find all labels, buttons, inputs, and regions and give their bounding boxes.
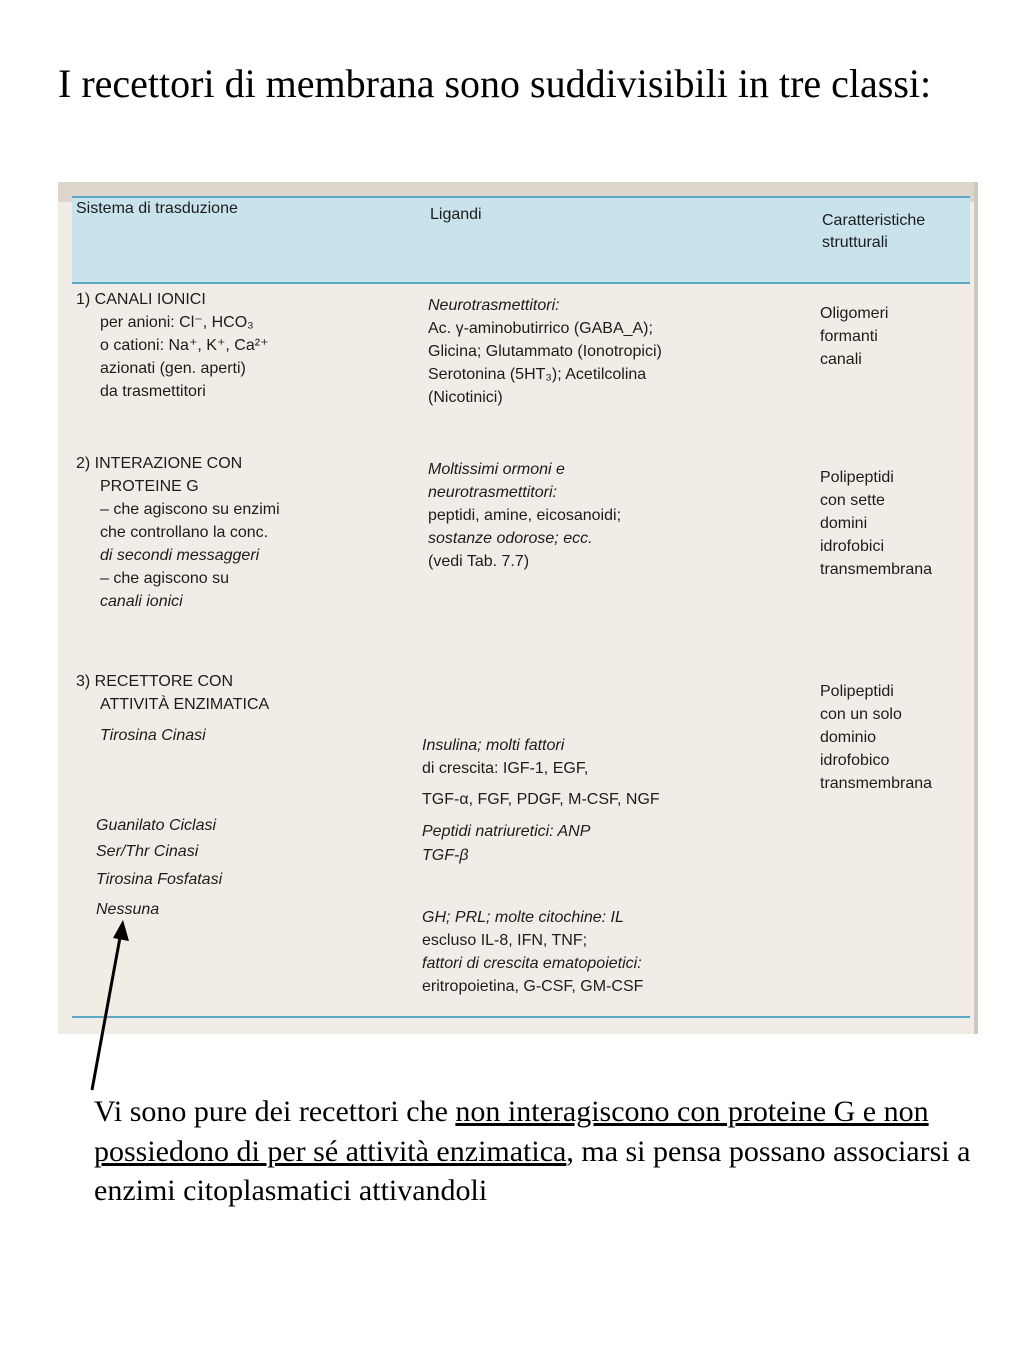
row1-sistema bbox=[76, 288, 269, 403]
tirosina-cinasi-ligandi bbox=[422, 734, 660, 811]
row2-caratteristiche-line: transmembrana bbox=[820, 561, 933, 578]
row1-sistema-line: da trasmettitori bbox=[100, 383, 206, 400]
scan-edge bbox=[974, 182, 978, 1034]
row1-caratteristiche-line: formanti bbox=[820, 328, 878, 345]
row1-sistema-line: per anioni: Cl⁻, HCO₃ bbox=[100, 314, 254, 331]
enzima-guanilato-ciclasi: Guanilato Ciclasi bbox=[96, 817, 217, 834]
row1-ligandi-line: Neurotrasmettitori: bbox=[428, 297, 560, 314]
row2-sistema-line: 2) INTERAZIONE CON bbox=[76, 455, 243, 472]
nessuna-ligandi-line: GH; PRL; molte citochine: IL bbox=[422, 909, 624, 926]
row3-sistema-line: ATTIVITÀ ENZIMATICA bbox=[100, 696, 270, 713]
row2-sistema-line: PROTEINE G bbox=[100, 478, 199, 495]
row3-sistema-line: 3) RECETTORE CON bbox=[76, 673, 234, 690]
guanilato-ciclasi-ligandi: Peptidi natriuretici: ANP bbox=[422, 823, 591, 840]
row3-sistema bbox=[76, 670, 269, 716]
row1-sistema-line: o cationi: Na⁺, K⁺, Ca²⁺ bbox=[100, 337, 269, 354]
header-caratteristiche-line: strutturali bbox=[822, 234, 888, 251]
scanned-table bbox=[58, 182, 978, 1034]
header-ligandi: Ligandi bbox=[430, 206, 482, 223]
header-caratteristiche-line: Caratteristiche bbox=[822, 212, 926, 229]
nessuna-ligandi-line: fattori di crescita ematopoietici: bbox=[422, 955, 642, 972]
row2-ligandi-line: Moltissimi ormoni e bbox=[428, 461, 565, 478]
table-bottom-rule bbox=[72, 1016, 970, 1018]
row2-sistema-line: canali ionici bbox=[100, 593, 183, 610]
row3-caratteristiche-line: con un solo bbox=[820, 706, 902, 723]
row1-ligandi-line: (Nicotinici) bbox=[428, 389, 503, 406]
header-sistema: Sistema di trasduzione bbox=[76, 200, 238, 217]
header-caratteristiche bbox=[822, 210, 925, 254]
tirosina-cinasi-ligandi-line: Insulina; molti fattori bbox=[422, 737, 565, 754]
note-text-before: Vi sono pure dei recettori che bbox=[94, 1095, 456, 1128]
row3-caratteristiche-line: Polipeptidi bbox=[820, 683, 894, 700]
row2-sistema-line: – che agiscono su bbox=[100, 570, 229, 587]
nessuna-ligandi-line: eritropoietina, G-CSF, GM-CSF bbox=[422, 978, 644, 995]
note-text-underlined: non interagiscono con proteine G e non possiedono di per sé attività enzimatica bbox=[94, 1095, 929, 1168]
explanatory-note bbox=[94, 1092, 974, 1211]
row2-caratteristiche-line: Polipeptidi bbox=[820, 469, 894, 486]
row2-sistema-line: che controllano la conc. bbox=[100, 524, 269, 541]
row1-ligandi-line: Glicina; Glutammato (Ionotropici) bbox=[428, 343, 662, 360]
note-text-after: , ma si pensa possano associarsi a enzimi citoplasmatici attivandoli bbox=[94, 1134, 971, 1208]
enzima-tirosina-fosfatasi: Tirosina Fosfatasi bbox=[96, 871, 223, 888]
tirosina-cinasi-ligandi-line: TGF-α, FGF, PDGF, M-CSF, NGF bbox=[422, 791, 660, 808]
row1-ligandi-line: Ac. γ-aminobutirrico (GABA_A); bbox=[428, 320, 653, 337]
row1-caratteristiche-line: Oligomeri bbox=[820, 305, 889, 322]
row2-caratteristiche-line: con sette bbox=[820, 492, 885, 509]
row2-caratteristiche-line: domini bbox=[820, 515, 868, 532]
row3-caratteristiche-line: transmembrana bbox=[820, 775, 933, 792]
row1-ligandi-line: Serotonina (5HT₃); Acetilcolina bbox=[428, 366, 647, 383]
row2-ligandi bbox=[428, 458, 621, 573]
row1-sistema-line: azionati (gen. aperti) bbox=[100, 360, 246, 377]
row3-caratteristiche bbox=[820, 680, 932, 795]
row2-ligandi-line: neurotrasmettitori: bbox=[428, 484, 557, 501]
row2-sistema-line: di secondi messaggeri bbox=[100, 547, 260, 564]
slide-title: I recettori di membrana sono suddivisibili in tre classi: bbox=[58, 61, 932, 106]
nessuna-ligandi-line: escluso IL-8, IFN, TNF; bbox=[422, 932, 588, 949]
row2-sistema-line: – che agiscono su enzimi bbox=[100, 501, 280, 518]
row2-ligandi-line: (vedi Tab. 7.7) bbox=[428, 553, 530, 570]
ser-thr-cinasi-ligandi: TGF-β bbox=[422, 847, 469, 864]
nessuna-ligandi bbox=[422, 906, 643, 998]
row2-caratteristiche bbox=[820, 466, 932, 581]
row2-sistema bbox=[76, 452, 280, 613]
enzima-tirosina-cinasi: Tirosina Cinasi bbox=[100, 727, 206, 744]
row1-ligandi bbox=[428, 294, 662, 409]
tirosina-cinasi-ligandi-line: di crescita: IGF-1, EGF, bbox=[422, 760, 589, 777]
row3-caratteristiche-line: dominio bbox=[820, 729, 877, 746]
enzima-nessuna: Nessuna bbox=[96, 901, 160, 918]
row1-sistema-line: 1) CANALI IONICI bbox=[76, 291, 206, 308]
row3-caratteristiche-line: idrofobico bbox=[820, 752, 890, 769]
row1-caratteristiche-line: canali bbox=[820, 351, 862, 368]
table-header-rule bbox=[72, 282, 970, 284]
row2-ligandi-line: sostanze odorose; ecc. bbox=[428, 530, 593, 547]
row2-caratteristiche-line: idrofobici bbox=[820, 538, 885, 555]
row1-caratteristiche bbox=[820, 302, 888, 371]
row2-ligandi-line: peptidi, amine, eicosanoidi; bbox=[428, 507, 622, 524]
enzima-ser-thr-cinasi: Ser/Thr Cinasi bbox=[96, 843, 199, 860]
